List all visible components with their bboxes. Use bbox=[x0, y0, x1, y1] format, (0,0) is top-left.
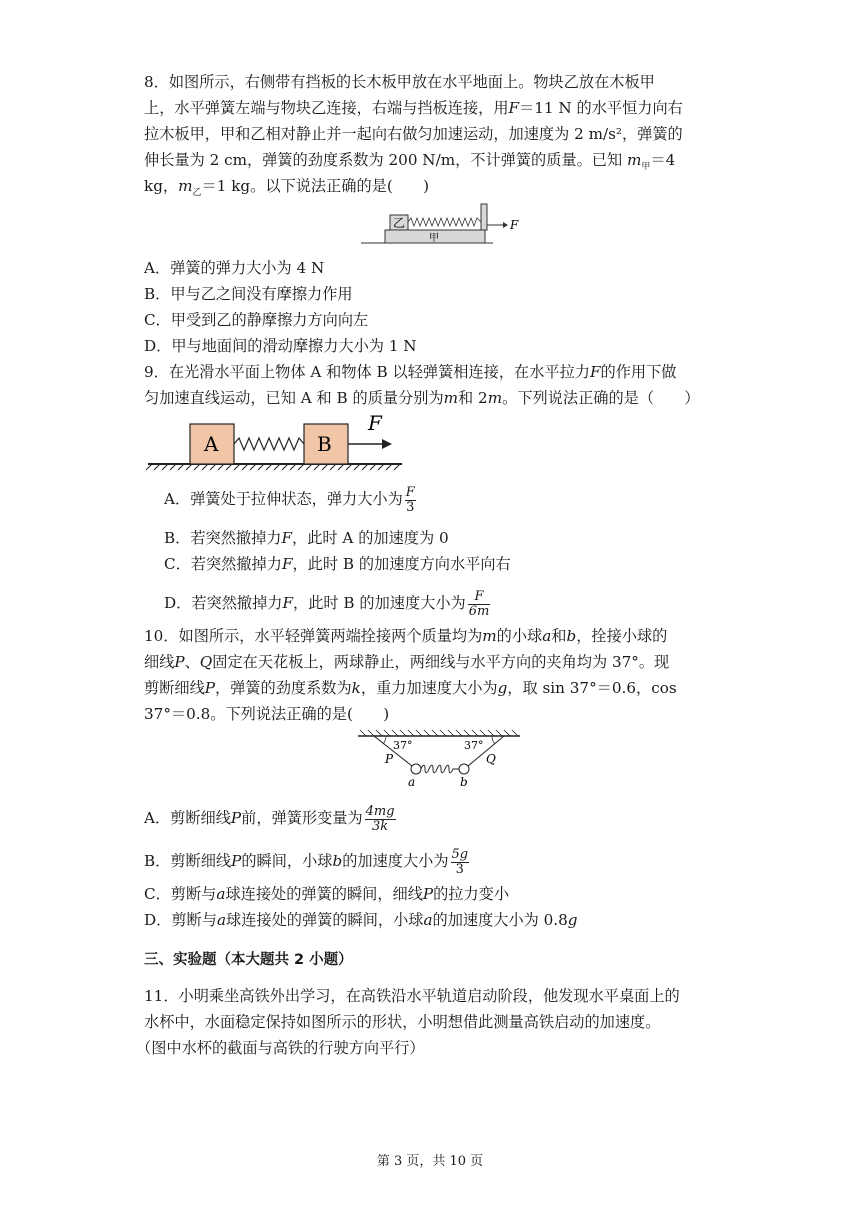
q8-stem-line4: 伸长量为 2 cm，弹簧的劲度系数为 200 N/m，不计弹簧的质量。已知 $m_甲=4$ bbox=[144, 151, 676, 173]
q8-figure bbox=[355, 200, 525, 248]
q10-option-a: A．剪断细线P前，弹簧形变量为 $\frac{4mg}{3k}$ bbox=[144, 804, 395, 834]
q10-option-b: B．剪断细线P的瞬间，小球b的加速度大小为 $\frac{5g}{3}$ bbox=[144, 847, 469, 877]
label-a: A bbox=[204, 432, 219, 456]
page-footer: 第 3 页，共 10 页 bbox=[376, 1154, 484, 1169]
label-ball-b: b bbox=[460, 775, 468, 789]
q11-line1: 11．小明乘坐高铁外出学习，在高铁沿水平轨道启动阶段，他发现水平桌面上的 bbox=[144, 987, 680, 1005]
q10-figure bbox=[356, 730, 526, 792]
q11-line2: 水杯中，水面稳定保持如图所示的形状，小明想借此测量高铁启动的加速度。 bbox=[144, 1013, 661, 1031]
spring bbox=[408, 218, 481, 226]
spring bbox=[421, 765, 459, 773]
q9-option-c: C．若突然撤掉力F，此时 B 的加速度方向水平向右 bbox=[164, 555, 511, 573]
q10-option-c: C．剪断与a球连接处的弹簧的瞬间，细线P的拉力变小 bbox=[144, 885, 510, 903]
q10-stem-line3: 剪断细线P，弹簧的劲度系数为k，重力加速度大小为g，取 sin 37°＝0.6，cos bbox=[144, 679, 677, 697]
q9-option-d: D．若突然撤掉力F，此时 B 的加速度大小为 $\frac{F}{6m}$ bbox=[164, 589, 490, 619]
q8-stem-line2: 上，水平弹簧左端与物块乙连接，右端与挡板连接，用F＝11 N 的水平恒力向右 bbox=[144, 99, 683, 117]
q8-option-d: D．甲与地面间的滑动摩擦力大小为 1 N bbox=[144, 337, 417, 355]
q8-stem-line3: 拉木板甲，甲和乙相对静止并一起向右做匀加速运动，加速度为 2 m/s²，弹簧的 bbox=[144, 125, 683, 143]
ball-a bbox=[411, 764, 421, 774]
label-p: P bbox=[385, 752, 394, 766]
q8-option-a: A．弹簧的弹力大小为 4 N bbox=[144, 259, 325, 277]
label-jia: 甲 bbox=[429, 233, 439, 244]
label-angle1: 37° bbox=[393, 739, 413, 752]
ball-b bbox=[459, 764, 469, 774]
q10-stem-line2: 细线P、Q固定在天花板上，两球静止，两细线与水平方向的夹角均为 37°。现 bbox=[144, 653, 670, 671]
q8-option-c: C．甲受到乙的静摩擦力方向向左 bbox=[144, 311, 369, 329]
q9-stem-line2: 匀加速直线运动，已知 A 和 B 的质量分别为m和 2m。下列说法正确的是（ ） bbox=[144, 389, 700, 407]
label-yi: 乙 bbox=[393, 216, 406, 230]
label-ball-a: a bbox=[408, 775, 416, 789]
q11-line3: （图中水杯的截面与高铁的行驶方向平行） bbox=[136, 1039, 425, 1057]
q9-figure bbox=[146, 410, 406, 472]
label-f: F bbox=[368, 411, 382, 435]
q10-option-d: D．剪断与a球连接处的弹簧的瞬间，小球a的加速度大小为 0.8g bbox=[144, 911, 578, 929]
label-q: Q bbox=[486, 752, 496, 766]
q10-stem-line1: 10．如图所示，水平轻弹簧两端拴接两个质量均为m的小球a和b，拴接小球的 bbox=[144, 627, 668, 645]
q9-option-a: A．弹簧处于拉伸状态，弹力大小为 $\frac{F}{3}$ bbox=[164, 485, 415, 515]
section-heading: 三、实验题（本大题共 2 小题） bbox=[144, 952, 353, 968]
q9-stem-line1: 9．在光滑水平面上物体 A 和物体 B 以轻弹簧相连接，在水平拉力F的作用下做 bbox=[144, 363, 677, 381]
q8-stem-line1: 8．如图所示，右侧带有挡板的长木板甲放在水平地面上。物块乙放在木板甲 bbox=[144, 73, 655, 91]
q8-option-b: B．甲与乙之间没有摩擦力作用 bbox=[144, 285, 353, 303]
q9-option-b: B．若突然撤掉力F，此时 A 的加速度为 0 bbox=[164, 529, 449, 547]
spring bbox=[234, 438, 304, 450]
baffle bbox=[481, 204, 487, 230]
label-b: B bbox=[317, 432, 332, 456]
label-angle2: 37° bbox=[464, 739, 484, 752]
q8-stem-line5: kg，$m_乙=1$ kg。以下说法正确的是( ) bbox=[144, 177, 430, 199]
label-f: F bbox=[510, 218, 519, 232]
q10-stem-line4: 37°＝0.8。下列说法正确的是( ) bbox=[144, 705, 390, 723]
